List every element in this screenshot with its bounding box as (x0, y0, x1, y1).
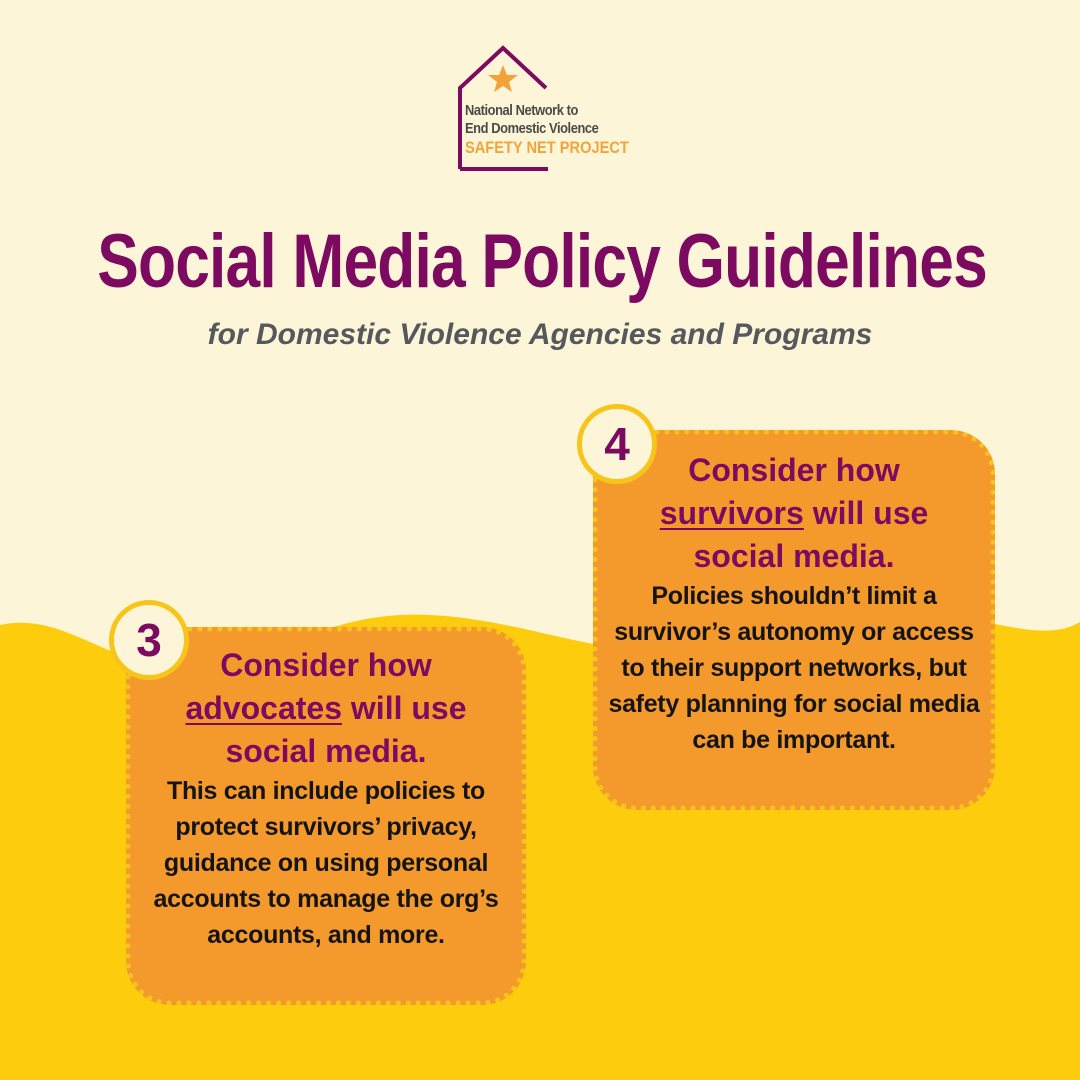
star-icon (488, 65, 518, 92)
logo-line-3: SAFETY NET PROJECT (465, 138, 629, 157)
logo (456, 44, 628, 174)
heading-end: social media. (693, 538, 895, 574)
tip-card-4 (593, 430, 995, 810)
card-heading (606, 449, 982, 578)
heading-keyword: advocates (185, 690, 343, 726)
number-badge-4: 4 (577, 404, 657, 484)
page-title: Social Media Policy Guidelines (97, 219, 987, 304)
heading-prefix: Consider how (688, 452, 900, 488)
card-body: This can include policies to protect survivors’ privacy, guidance on using personal accounts to manage the org’s accounts, and more. (153, 777, 499, 949)
heading-suffix: will use (803, 495, 929, 531)
page-subtitle: for Domestic Violence Agencies and Programs (207, 318, 873, 351)
logo-line-1: National Network to (465, 102, 578, 119)
heading-suffix: will use (342, 690, 467, 726)
heading-keyword: survivors (659, 495, 804, 531)
card-body: Policies shouldn’t limit a survivor’s autonomy or access to their support networks, but safety planning for social media can be important. (608, 582, 980, 754)
card-heading (139, 644, 513, 773)
heading-end: social media. (225, 733, 427, 769)
number-badge-3: 3 (109, 600, 189, 680)
tip-card-3 (126, 627, 526, 1005)
logo-line-2: End Domestic Violence (465, 120, 599, 137)
heading-prefix: Consider how (220, 647, 432, 683)
